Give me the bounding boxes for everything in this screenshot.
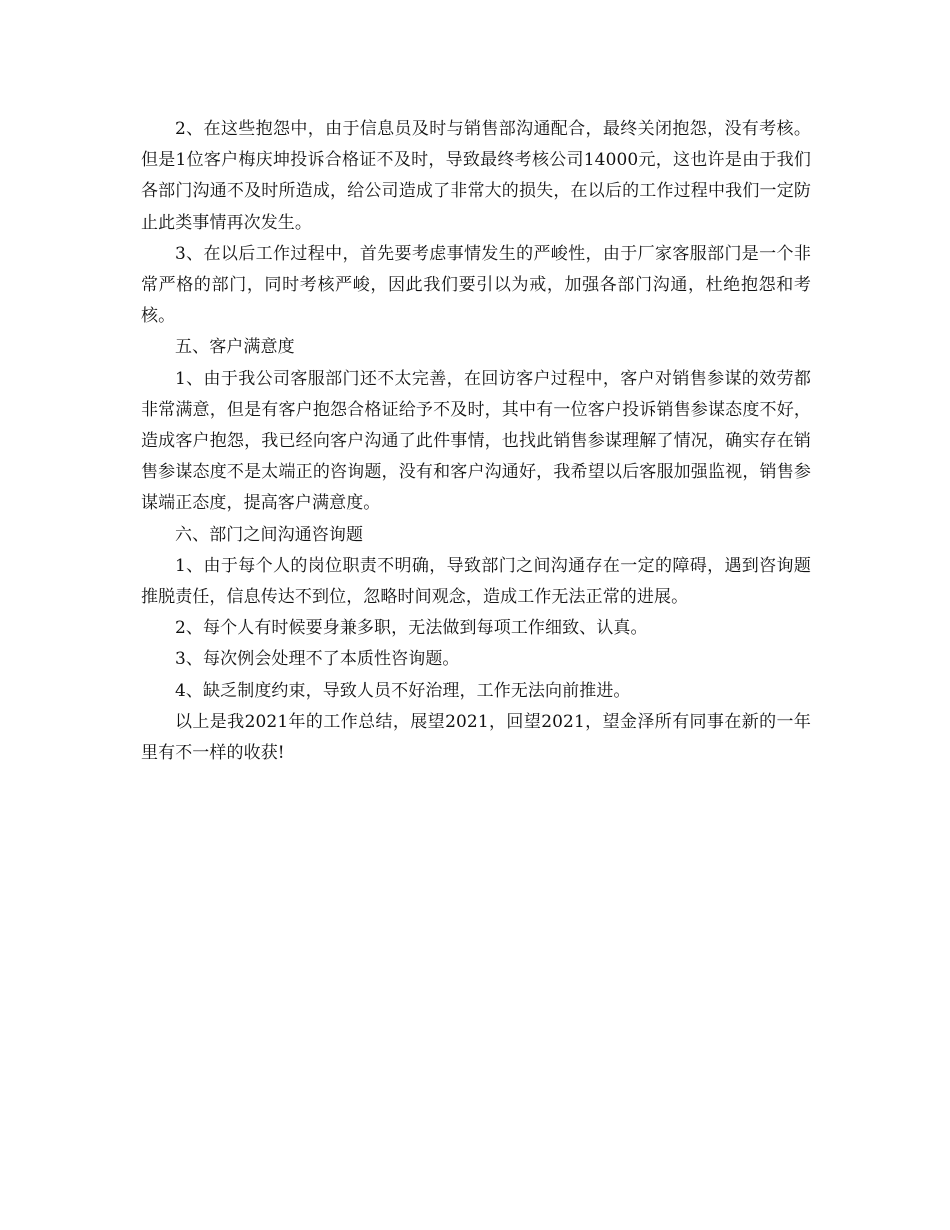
paragraph-conclusion: 以上是我2021年的工作总结，展望2021，回望2021，望金泽所有同事在新的一年里有不一样的收获! — [141, 711, 811, 764]
paragraph-complaint-closure: 2、在这些抱怨中，由于信息员及时与销售部沟通配合，最终关闭抱怨，没有考核。但是1位客户梅庆坤投诉合格证不及时，导致最终考核公司14000元，这也许是由于我们各部门沟通不及时所造成，给公司造成了非常大的损失，在以后的工作过程中我们一定防止此类事情再次发生。 — [141, 119, 811, 233]
section-heading-customer-satisfaction: 五、客户满意度 — [175, 337, 295, 358]
section-heading-department-communication: 六、部门之间沟通咨询题 — [175, 524, 364, 545]
paragraph-rules: 4、缺乏制度约束，导致人员不好治理，工作无法向前推进。 — [175, 680, 631, 701]
paragraph-future-process: 3、在以后工作过程中，首先要考虑事情发生的严峻性，由于厂家客服部门是一个非常严格的部门，同时考核严峻，因此我们要引以为戒，加强各部门沟通，杜绝抱怨和考核。 — [141, 243, 811, 327]
paragraph-meetings: 3、每次例会处理不了本质性咨询题。 — [175, 649, 460, 670]
paragraph-multiple-roles: 2、每个人有时候要身兼多职，无法做到每项工作细致、认真。 — [175, 618, 648, 639]
paragraph-responsibility: 1、由于每个人的岗位职责不明确，导致部门之间沟通存在一定的障碍，遇到咨询题推脱责任，信息传达不到位，忽略时间观念，造成工作无法正常的进展。 — [141, 555, 811, 608]
document-page — [141, 114, 811, 769]
paragraph-customer-service: 1、由于我公司客服部门还不太完善，在回访客户过程中，客户对销售参谋的效劳都非常满意，但是有客户抱怨合格证给予不及时，其中有一位客户投诉销售参谋态度不好，造成客户抱怨，我已经向客户沟通了此件事情，也找此销售参谋理解了情况，确实存在销售参谋态度不是太端正的咨询题，没有和客户沟通好，我希望以后客服加强监视，销售参谋端正态度，提高客户满意度。 — [141, 368, 811, 514]
